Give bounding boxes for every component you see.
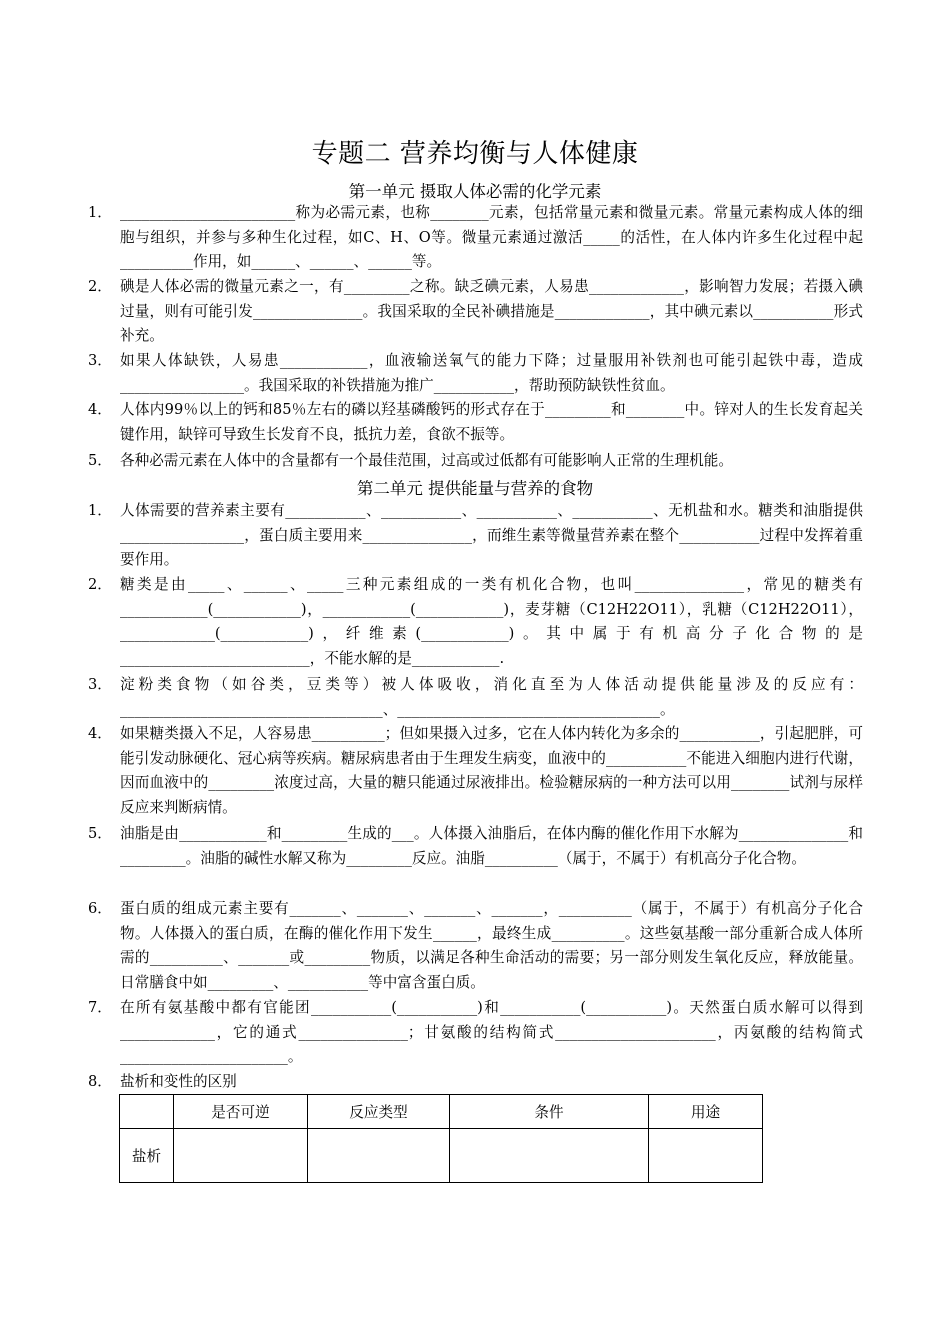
table-cell: 盐析 <box>120 1129 174 1183</box>
unit1-item-2 <box>88 275 863 349</box>
table-header-cell <box>120 1095 174 1129</box>
item-text: 各种必需元素在人体中的含量都有一个最佳范围，过高或过低都有可能影响人正常的生理机能。 <box>120 452 733 469</box>
unit2-item-5 <box>88 822 863 871</box>
item-number: 4． <box>88 725 112 742</box>
unit-1-heading: 第一单元 摄取人体必需的化学元素 <box>348 182 602 201</box>
item-number: 2． <box>88 278 112 295</box>
item-number: 3． <box>88 676 112 693</box>
unit1-item-4 <box>88 398 863 447</box>
item-text: 如果人体缺铁，人易患____________，血液输送氧气的能力下降；过量服用补铁剂也可能引起铁中毒，造成_________________。我国采取的补铁措施为推广___________，帮助预防缺铁性贫血。 <box>120 352 863 394</box>
item-number: 7． <box>88 999 112 1016</box>
unit2-item-2 <box>88 573 863 671</box>
table-cell <box>450 1129 649 1183</box>
item-text: 碘是人体必需的微量元素之一，有_________之称。缺乏碘元素，人易患_____________，影响智力发展；若摄入碘过量，则有可能引发_______________。我国采取的全民补碘措施是_____________，其中碘元素以___________形式补充。 <box>120 278 863 344</box>
item-text: 人体内99％以上的钙和85％左右的磷以羟基磷酸钙的形式存在于_________和________中。锌对人的生长发育起关键作用，缺锌可导致生长发育不良，抵抗力差，食欲不振等。 <box>120 401 863 443</box>
comparison-table <box>119 1094 763 1183</box>
item-text: 油脂是由____________和_________生成的___。人体摄入油脂后，在体内酶的催化作用下水解为_______________和_________。油脂的碱性水解又称为_________反应。油脂__________（属于，不属于）有机高分子化合物。 <box>120 825 863 867</box>
item-number: 5． <box>88 452 112 469</box>
item-number: 3． <box>88 352 112 369</box>
unit2-item-1 <box>88 499 863 573</box>
unit2-item-8 <box>88 1070 863 1095</box>
item-number: 1． <box>88 204 112 221</box>
item-text: 糖类是由_____、______、_____三种元素组成的一类有机化合物，也叫_______________，常见的糖类有____________(____________)，____________(____________)，麦芽糖（C12H22O11），乳糖（C12H22O11），_____________(____________)，纤维素(____________)。其中属于有机高分子化合物的是__________________________，不能水解的是____________. <box>120 576 863 667</box>
table-header-cell: 反应类型 <box>308 1095 450 1129</box>
table-header-cell: 条件 <box>450 1095 649 1129</box>
table-cell <box>174 1129 308 1183</box>
item-text: 淀粉类食物（如谷类，豆类等）被人体吸收，消化直至为人体活动提供能量涉及的反应有：____________________________________、____________________________________。 <box>120 676 863 718</box>
item-number: 6． <box>88 900 112 917</box>
table-header-cell: 用途 <box>649 1095 763 1129</box>
item-number: 8． <box>88 1073 112 1090</box>
item-number: 4． <box>88 401 112 418</box>
unit2-item-7 <box>88 996 863 1070</box>
unit-2-heading: 第二单元 提供能量与营养的食物 <box>356 479 594 498</box>
table-row <box>120 1129 763 1183</box>
table-cell <box>308 1129 450 1183</box>
unit2-item-4 <box>88 722 863 820</box>
table-cell <box>649 1129 763 1183</box>
unit1-item-5 <box>88 449 863 474</box>
item-number: 1． <box>88 502 112 519</box>
table-header-cell: 是否可逆 <box>174 1095 308 1129</box>
page-title: 专题二 营养均衡与人体健康 <box>311 139 639 169</box>
unit2-item-3 <box>88 673 863 722</box>
item-number: 5． <box>88 825 112 842</box>
item-text: ________________________称为必需元素，也称________元素，包括常量元素和微量元素。常量元素构成人体的细胞与组织，并参与多种生化过程，如C、H、O等。微量元素通过激活_____的活性，在人体内许多生化过程中起__________作用，如______、______、______等。 <box>120 204 863 270</box>
item-text: 蛋白质的组成元素主要有_______、_______、_______、_______，__________（属于，不属于）有机高分子化合物。人体摄入的蛋白质，在酶的催化作用下发生______，最终生成__________。这些氨基酸一部分重新合成人体所需的__________、_______或_________物质，以满足各种生命活动的需要；另一部分则发生氧化反应，释放能量。日常膳食中如_________、___________等中富含蛋白质。 <box>120 900 863 991</box>
item-number: 2． <box>88 576 112 593</box>
item-text: 如果糖类摄入不足，人容易患__________；但如果摄入过多，它在人体内转化为多余的___________，引起肥胖，可能引发动脉硬化、冠心病等疾病。糖尿病患者由于生理发生病变，血液中的___________不能进入细胞内进行代谢，因而血液中的_________浓度过高，大量的糖只能通过尿液排出。检验糖尿病的一种方法可以用________试剂与尿样反应来判断病情。 <box>120 725 863 816</box>
item-text: 在所有氨基酸中都有官能团___________(___________)和___________(___________)。天然蛋白质水解可以得到_____________，它的通式_______________；甘氨酸的结构简式______________________，丙氨酸的结构简式_______________________。 <box>120 999 863 1065</box>
item-text: 人体需要的营养素主要有___________、___________、___________、___________、无机盐和水。糖类和油脂提供_________________，蛋白质主要用来_______________，而维生素等微量营养素在整个___________过程中发挥着重要作用。 <box>120 502 863 568</box>
item-text: 盐析和变性的区别 <box>120 1073 237 1090</box>
unit2-item-6 <box>88 897 863 995</box>
table-header-row <box>120 1095 763 1129</box>
unit1-item-1 <box>88 201 863 275</box>
unit1-item-3 <box>88 349 863 398</box>
